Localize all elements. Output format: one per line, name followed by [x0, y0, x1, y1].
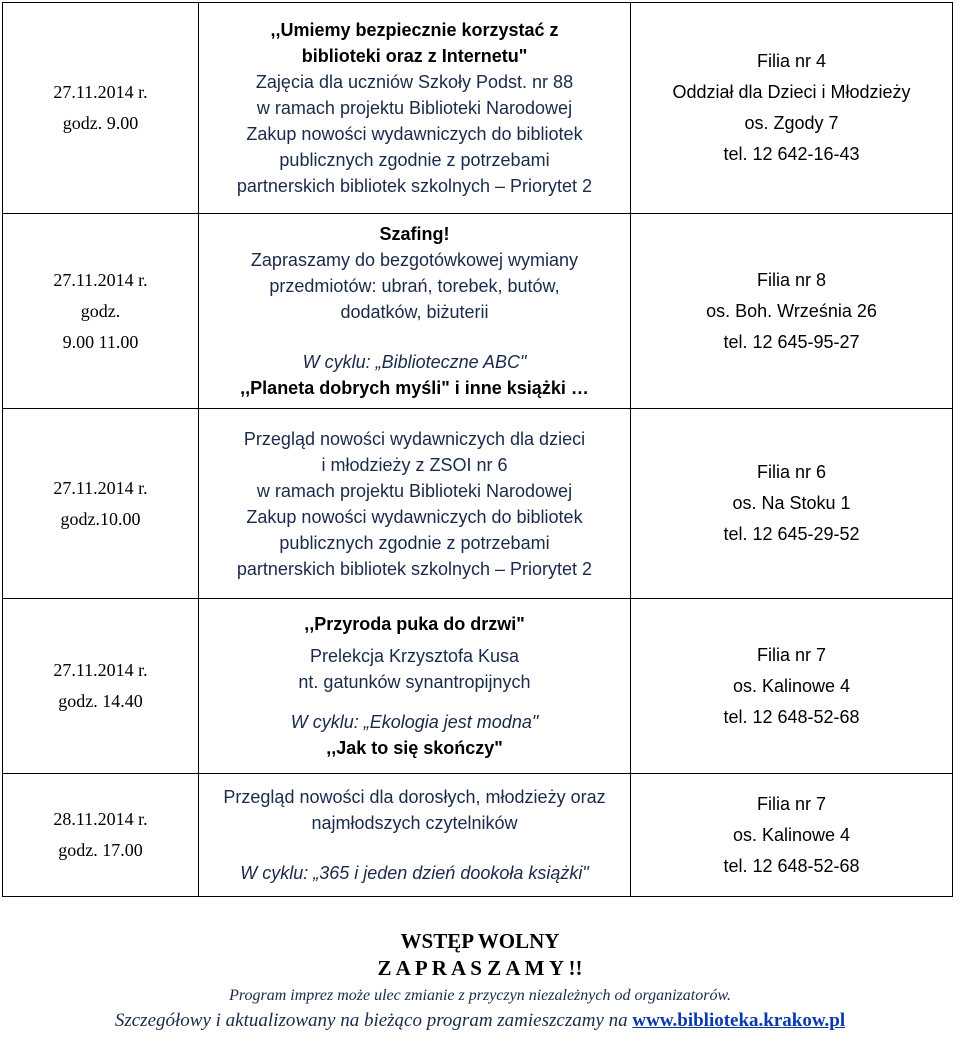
branch-address: os. Kalinowe 4: [732, 824, 851, 845]
event-title-cont: biblioteki oraz z Internetu": [301, 46, 528, 66]
event-cycle: W cyklu: „Ekologia jest modna": [290, 712, 539, 732]
event-desc: przedmiotów: ubrań, torebek, butów,: [269, 276, 560, 296]
location-cell: [631, 409, 953, 599]
event-date: 28.11.2014 r.: [53, 809, 148, 829]
event-desc: w ramach projektu Biblioteki Narodowej: [256, 98, 573, 118]
table-row: [3, 409, 953, 599]
footer-entry: [0, 928, 960, 982]
event-cell: [199, 214, 631, 409]
location-cell: [631, 599, 953, 774]
branch-name: Filia nr 7: [756, 644, 827, 665]
branch-name: Filia nr 4: [756, 51, 827, 71]
footer-detail: [0, 1008, 960, 1034]
event-cell: [199, 409, 631, 599]
event-desc: publicznych zgodnie z potrzebami: [279, 532, 550, 553]
branch-phone: tel. 12 645-95-27: [723, 331, 860, 352]
event-title: ,,Umiemy bezpiecznie korzystać z: [270, 20, 559, 40]
branch-phone: tel. 12 648-52-68: [723, 706, 860, 727]
event-title: ,,Planeta dobrych myśli" i inne książki …: [240, 378, 589, 398]
table-row: [3, 599, 953, 774]
invitation-text: Z A P R A S Z A M Y !!: [377, 956, 583, 980]
event-desc: partnerskich bibliotek szkolnych – Priorytet 2: [236, 558, 593, 579]
event-date: 27.11.2014 r.: [53, 82, 148, 102]
date-cell: [3, 774, 199, 897]
footer-notice: Program imprez może ulec zmianie z przyczyn niezależnych od organizatorów.: [229, 987, 731, 1004]
event-desc: Przegląd nowości dla dorosłych, młodzieży oraz: [223, 787, 606, 807]
event-time: godz. 9.00: [62, 113, 139, 133]
event-desc: w ramach projektu Biblioteki Narodowej: [256, 480, 573, 501]
event-cell: [199, 774, 631, 897]
date-cell: [3, 409, 199, 599]
location-cell: [631, 3, 953, 214]
location-cell: [631, 214, 953, 409]
branch-name: Filia nr 6: [756, 462, 827, 482]
event-desc: Prelekcja Krzysztofa Kusa: [309, 646, 520, 666]
branch-name: Filia nr 7: [756, 793, 827, 814]
event-time-range: 9.00 11.00: [62, 331, 139, 352]
branch-address: os. Kalinowe 4: [732, 675, 851, 696]
event-cycle: W cyklu: „365 i jeden dzień dookoła książki": [240, 863, 589, 883]
footer-detail-text: Szczegółowy i aktualizowany na bieżąco program zamieszczamy na: [114, 1010, 628, 1031]
branch-dept: Oddział dla Dzieci i Młodzieży: [672, 82, 911, 102]
event-desc: nt. gatunków synantropijnych: [298, 672, 531, 692]
event-desc: Zapraszamy do bezgotówkowej wymiany: [250, 250, 579, 270]
table-row: [3, 774, 953, 897]
date-cell: [3, 599, 199, 774]
event-date: 27.11.2014 r.: [53, 477, 148, 498]
event-desc: Zakup nowości wydawniczych do bibliotek: [246, 506, 583, 527]
date-cell: [3, 214, 199, 409]
branch-phone: tel. 12 648-52-68: [723, 855, 860, 876]
event-time: godz. 14.40: [58, 691, 143, 711]
event-title: ,,Przyroda puka do drzwi": [304, 614, 525, 634]
free-entry-text: WSTĘP WOLNY: [400, 929, 560, 953]
table-row: [3, 214, 953, 409]
event-desc: najmłodszych czytelników: [311, 813, 518, 833]
branch-phone: tel. 12 642-16-43: [723, 144, 860, 164]
branch-address: os. Na Stoku 1: [732, 493, 851, 513]
event-desc: Zajęcia dla uczniów Szkoły Podst. nr 88: [255, 72, 574, 92]
event-desc: publicznych zgodnie z potrzebami: [279, 150, 550, 170]
location-cell: [631, 774, 953, 897]
events-table: [2, 2, 953, 897]
event-date: 27.11.2014 r.: [53, 269, 148, 290]
branch-phone: tel. 12 645-29-52: [723, 524, 860, 544]
event-time: godz. 17.00: [58, 840, 143, 860]
branch-name: Filia nr 8: [756, 269, 827, 290]
website-link[interactable]: www.biblioteka.krakow.pl: [632, 1010, 846, 1031]
event-time: godz.: [80, 300, 121, 321]
event-desc: i młodzieży z ZSOI nr 6: [321, 454, 508, 475]
event-cell: [199, 3, 631, 214]
event-cell: [199, 599, 631, 774]
event-desc: dodatków, biżuterii: [340, 302, 489, 322]
branch-address: os. Boh. Września 26: [706, 300, 877, 321]
event-title: Szafing!: [379, 224, 450, 244]
branch-address: os. Zgody 7: [744, 113, 839, 133]
event-time: godz.10.00: [60, 508, 141, 529]
event-desc: Zakup nowości wydawniczych do bibliotek: [246, 124, 583, 144]
event-desc: partnerskich bibliotek szkolnych – Priorytet 2: [236, 176, 593, 196]
event-desc: Przegląd nowości wydawniczych dla dzieci: [243, 428, 586, 449]
table-row: [3, 3, 953, 214]
event-title: ,,Jak to się skończy": [326, 738, 503, 758]
event-date: 27.11.2014 r.: [53, 660, 148, 680]
event-cycle: W cyklu: „Biblioteczne ABC": [302, 352, 527, 372]
date-cell: [3, 3, 199, 214]
